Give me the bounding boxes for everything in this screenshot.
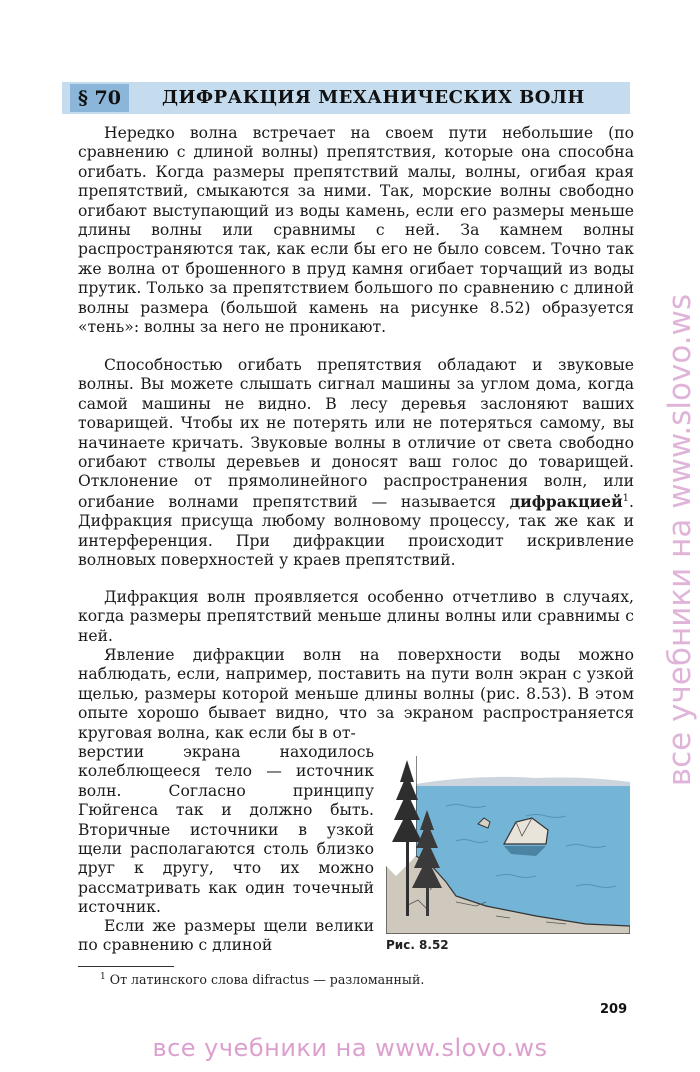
footnote-marker: 1 [100, 971, 106, 982]
paragraph-3 [78, 588, 634, 646]
paragraph-text: Дифракция волн проявляется особенно отчетливо в случаях, когда размеры препятствий меньше длины волны или сравнимы с ней. [78, 588, 634, 645]
paragraph-text: . Дифракция присуща любому волновому процессу, так же как и интерференция. При дифракции происходит искривление волновых поверхностей у краев препятствий. [78, 492, 634, 570]
lake-trees-rock-illustration [386, 756, 630, 934]
bottom-watermark: все учебники на www.slovo.ws [152, 1034, 548, 1062]
paragraph-text: верстии экрана находилось колеблющееся тело — источник волн. Согласно принципу Гюйгенса так и должно быть. Вторичные источники в узкой щели располагаются столь близко друг к другу, что их можно рассматривать как один точечный источник. [78, 743, 374, 917]
term-diffraction: дифракцией [509, 491, 623, 511]
section-title: ДИФРАКЦИЯ МЕХАНИЧЕСКИХ ВОЛН [162, 87, 585, 108]
figure-caption: Рис. 8.52 [386, 938, 449, 952]
wrapped-paragraph-5 [78, 743, 374, 918]
wrapped-paragraph-6 [78, 917, 374, 956]
paragraph-4 [78, 646, 634, 743]
paragraph-text: Способностью огибать препятствия обладают и звуковые волны. Вы можете слышать сигнал машины за углом дома, когда самой машины не видно. В лесу деревья заслоняют ваших товарищей. Чтобы их не потерять или не потеряться самому, вы начинаете кричать. Звуковые волны в отличие от света свободно огибают стволы деревьев и доносят ваш голос до товарищей. Отклонение от прямолинейного распространения волн, или огибание волнами препятствий — называется [78, 356, 634, 511]
paragraph-1 [78, 124, 634, 337]
figure-8-52-illustration [386, 756, 630, 934]
side-watermark-text: все учебники на www.slovo.ws [662, 293, 698, 787]
paragraph-text: Явление дифракции волн на поверхности воды можно наблюдать, если, например, поставить на пути волн экран с узкой щелью, размеры которой меньше длины волны (рис. 8.53). В этом опыте хорошо бывает видно, что за экраном распространяется круговая волна, как если бы в от- [78, 646, 634, 742]
footnote [100, 972, 424, 987]
section-number: § 70 [70, 84, 129, 112]
side-watermark [660, 160, 700, 920]
footnote-text: От латинского слова difractus — разломанный. [109, 972, 425, 987]
paragraph-text: Нередко волна встречает на своем пути небольшие (по сравнению с длиной волны) препятствия, которые она способна огибать. Когда размеры препятствий малы, волны, огибая края препятствий, смыкаются за ними. Так, морские волны свободно огибают выступающий из воды камень, если его размеры меньше длины волны или сравнимы с ней. За камнем волны распространяются так, как если бы его не было совсем. Точно так же волна от брошенного в пруд камня огибает торчащий из воды прутик. Только за препятствием большого по сравнению с длиной волны размера (большой камень на рисунке 8.52) образуется «тень»: волны за него не проникают. [78, 124, 634, 337]
footnote-divider [78, 966, 174, 967]
footnote-marker: 1 [622, 492, 630, 504]
paragraph-2 [78, 356, 634, 570]
paragraph-text: Если же размеры щели велики по сравнению с длиной [78, 917, 374, 955]
page-number: 209 [600, 1002, 628, 1017]
